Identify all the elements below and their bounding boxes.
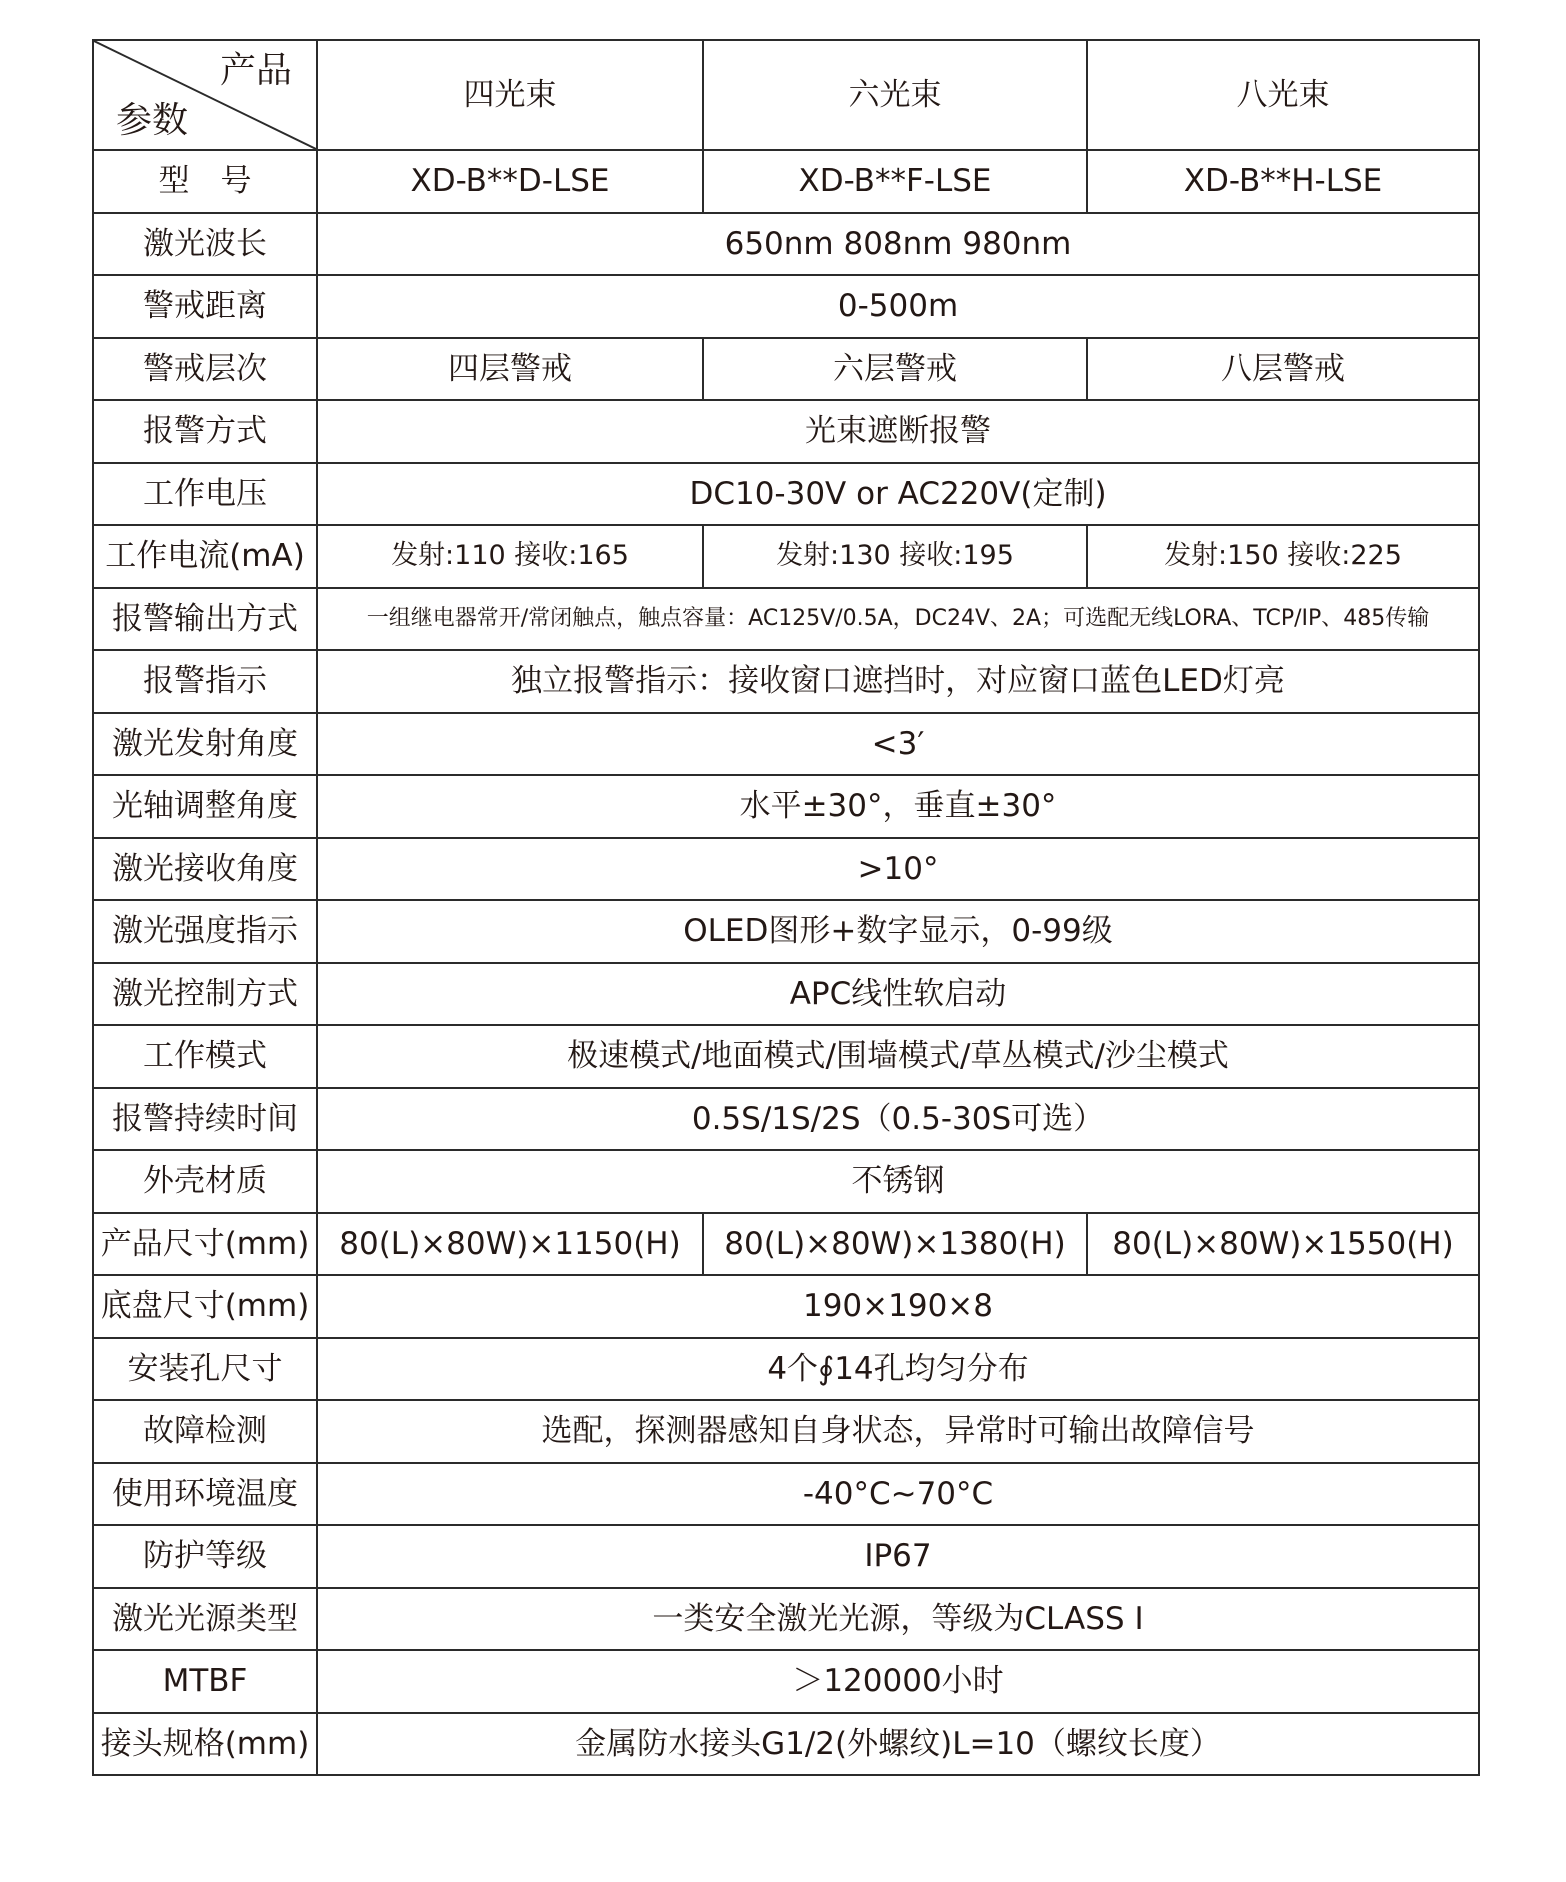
param-label: 使用环境温度 (93, 1463, 317, 1526)
corner-param-label: 参数 (116, 100, 189, 142)
param-value-col-1: XD-B**D-LSE (317, 150, 703, 213)
param-label: 警戒层次 (93, 338, 317, 401)
param-value-col-2: 80(L)×80W)×1380(H) (703, 1213, 1087, 1276)
param-label: 防护等级 (93, 1525, 317, 1588)
table-row (93, 1588, 1479, 1651)
param-value: 一类安全激光光源，等级为CLASS Ⅰ (317, 1588, 1479, 1651)
param-value: 0-500m (317, 275, 1479, 338)
param-value: >10° (317, 838, 1479, 901)
param-value: -40°C~70°C (317, 1463, 1479, 1526)
corner-product-label: 产品 (219, 50, 292, 91)
param-value: OLED图形+数字显示，0-99级 (317, 900, 1479, 963)
table-row (93, 713, 1479, 776)
table-row (93, 1150, 1479, 1213)
param-label: 光轴调整角度 (93, 775, 317, 838)
param-value-col-3: XD-B**H-LSE (1087, 150, 1479, 213)
param-value: 不锈钢 (317, 1150, 1479, 1213)
table-row (93, 588, 1479, 651)
param-value: 光束遮断报警 (317, 400, 1479, 463)
table-row (93, 650, 1479, 713)
table-row (93, 1275, 1479, 1338)
table-row (93, 1213, 1479, 1276)
param-value: 0.5S/1S/2S（0.5-30S可选） (317, 1088, 1479, 1151)
table-row (93, 1650, 1479, 1713)
param-value-col-3: 八层警戒 (1087, 338, 1479, 401)
param-label: 安装孔尺寸 (93, 1338, 317, 1401)
column-header-eight-beam: 八光束 (1087, 40, 1479, 150)
header-row (93, 40, 1479, 150)
spec-table (92, 39, 1480, 1776)
table-row (93, 1088, 1479, 1151)
table-row (93, 1400, 1479, 1463)
table-row (93, 838, 1479, 901)
param-value-col-1: 发射:110 接收:165 (317, 525, 703, 588)
table-row (93, 963, 1479, 1026)
table-row (93, 1025, 1479, 1088)
table-row (93, 213, 1479, 276)
param-label: 工作电流(mA) (93, 525, 317, 588)
param-label: 底盘尺寸(mm) (93, 1275, 317, 1338)
table-row (93, 525, 1479, 588)
param-value-col-2: XD-B**F-LSE (703, 150, 1087, 213)
param-label: 报警输出方式 (93, 588, 317, 651)
param-value-col-1: 80(L)×80W)×1150(H) (317, 1213, 703, 1276)
param-label: 激光强度指示 (93, 900, 317, 963)
param-value-col-2: 六层警戒 (703, 338, 1087, 401)
param-label: 产品尺寸(mm) (93, 1213, 317, 1276)
corner-cell (93, 40, 317, 150)
param-label: 激光光源类型 (93, 1588, 317, 1651)
param-value: 一组继电器常开/常闭触点，触点容量：AC125V/0.5A，DC24V、2A；可选配无线LORA、TCP/IP、485传输 (317, 588, 1479, 651)
param-label: 警戒距离 (93, 275, 317, 338)
param-value: 190×190×8 (317, 1275, 1479, 1338)
param-label: 接头规格(mm) (93, 1713, 317, 1776)
param-value: DC10-30V or AC220V(定制) (317, 463, 1479, 526)
table-row (93, 1338, 1479, 1401)
param-value-col-1: 四层警戒 (317, 338, 703, 401)
table-row (93, 1713, 1479, 1776)
column-header-six-beam: 六光束 (703, 40, 1087, 150)
param-label: 工作模式 (93, 1025, 317, 1088)
table-row (93, 775, 1479, 838)
param-value: IP67 (317, 1525, 1479, 1588)
param-value: 水平±30°，垂直±30° (317, 775, 1479, 838)
table-row (93, 1463, 1479, 1526)
param-label: 外壳材质 (93, 1150, 317, 1213)
param-label: 激光接收角度 (93, 838, 317, 901)
param-value: 650nm 808nm 980nm (317, 213, 1479, 276)
table-row (93, 275, 1479, 338)
param-label: 报警持续时间 (93, 1088, 317, 1151)
table-row (93, 150, 1479, 213)
param-value-col-3: 发射:150 接收:225 (1087, 525, 1479, 588)
param-label: 故障检测 (93, 1400, 317, 1463)
spec-table-body (93, 40, 1479, 1775)
param-value: 金属防水接头G1/2(外螺纹)L=10（螺纹长度） (317, 1713, 1479, 1776)
param-label: 工作电压 (93, 463, 317, 526)
param-label: 激光控制方式 (93, 963, 317, 1026)
param-label: 激光波长 (93, 213, 317, 276)
table-row (93, 1525, 1479, 1588)
param-value: ＞120000小时 (317, 1650, 1479, 1713)
param-label: 激光发射角度 (93, 713, 317, 776)
table-row (93, 338, 1479, 401)
table-row (93, 900, 1479, 963)
param-value: 4个∮14孔均匀分布 (317, 1338, 1479, 1401)
table-row (93, 463, 1479, 526)
param-value: 极速模式/地面模式/围墙模式/草丛模式/沙尘模式 (317, 1025, 1479, 1088)
param-label: 型 号 (93, 150, 317, 213)
param-value-col-3: 80(L)×80W)×1550(H) (1087, 1213, 1479, 1276)
param-value: APC线性软启动 (317, 963, 1479, 1026)
param-value: <3′ (317, 713, 1479, 776)
table-row (93, 400, 1479, 463)
param-value: 独立报警指示：接收窗口遮挡时，对应窗口蓝色LED灯亮 (317, 650, 1479, 713)
column-header-four-beam: 四光束 (317, 40, 703, 150)
param-label: 报警指示 (93, 650, 317, 713)
param-value-col-2: 发射:130 接收:195 (703, 525, 1087, 588)
param-label: 报警方式 (93, 400, 317, 463)
param-label: MTBF (93, 1650, 317, 1713)
param-value: 选配，探测器感知自身状态，异常时可输出故障信号 (317, 1400, 1479, 1463)
